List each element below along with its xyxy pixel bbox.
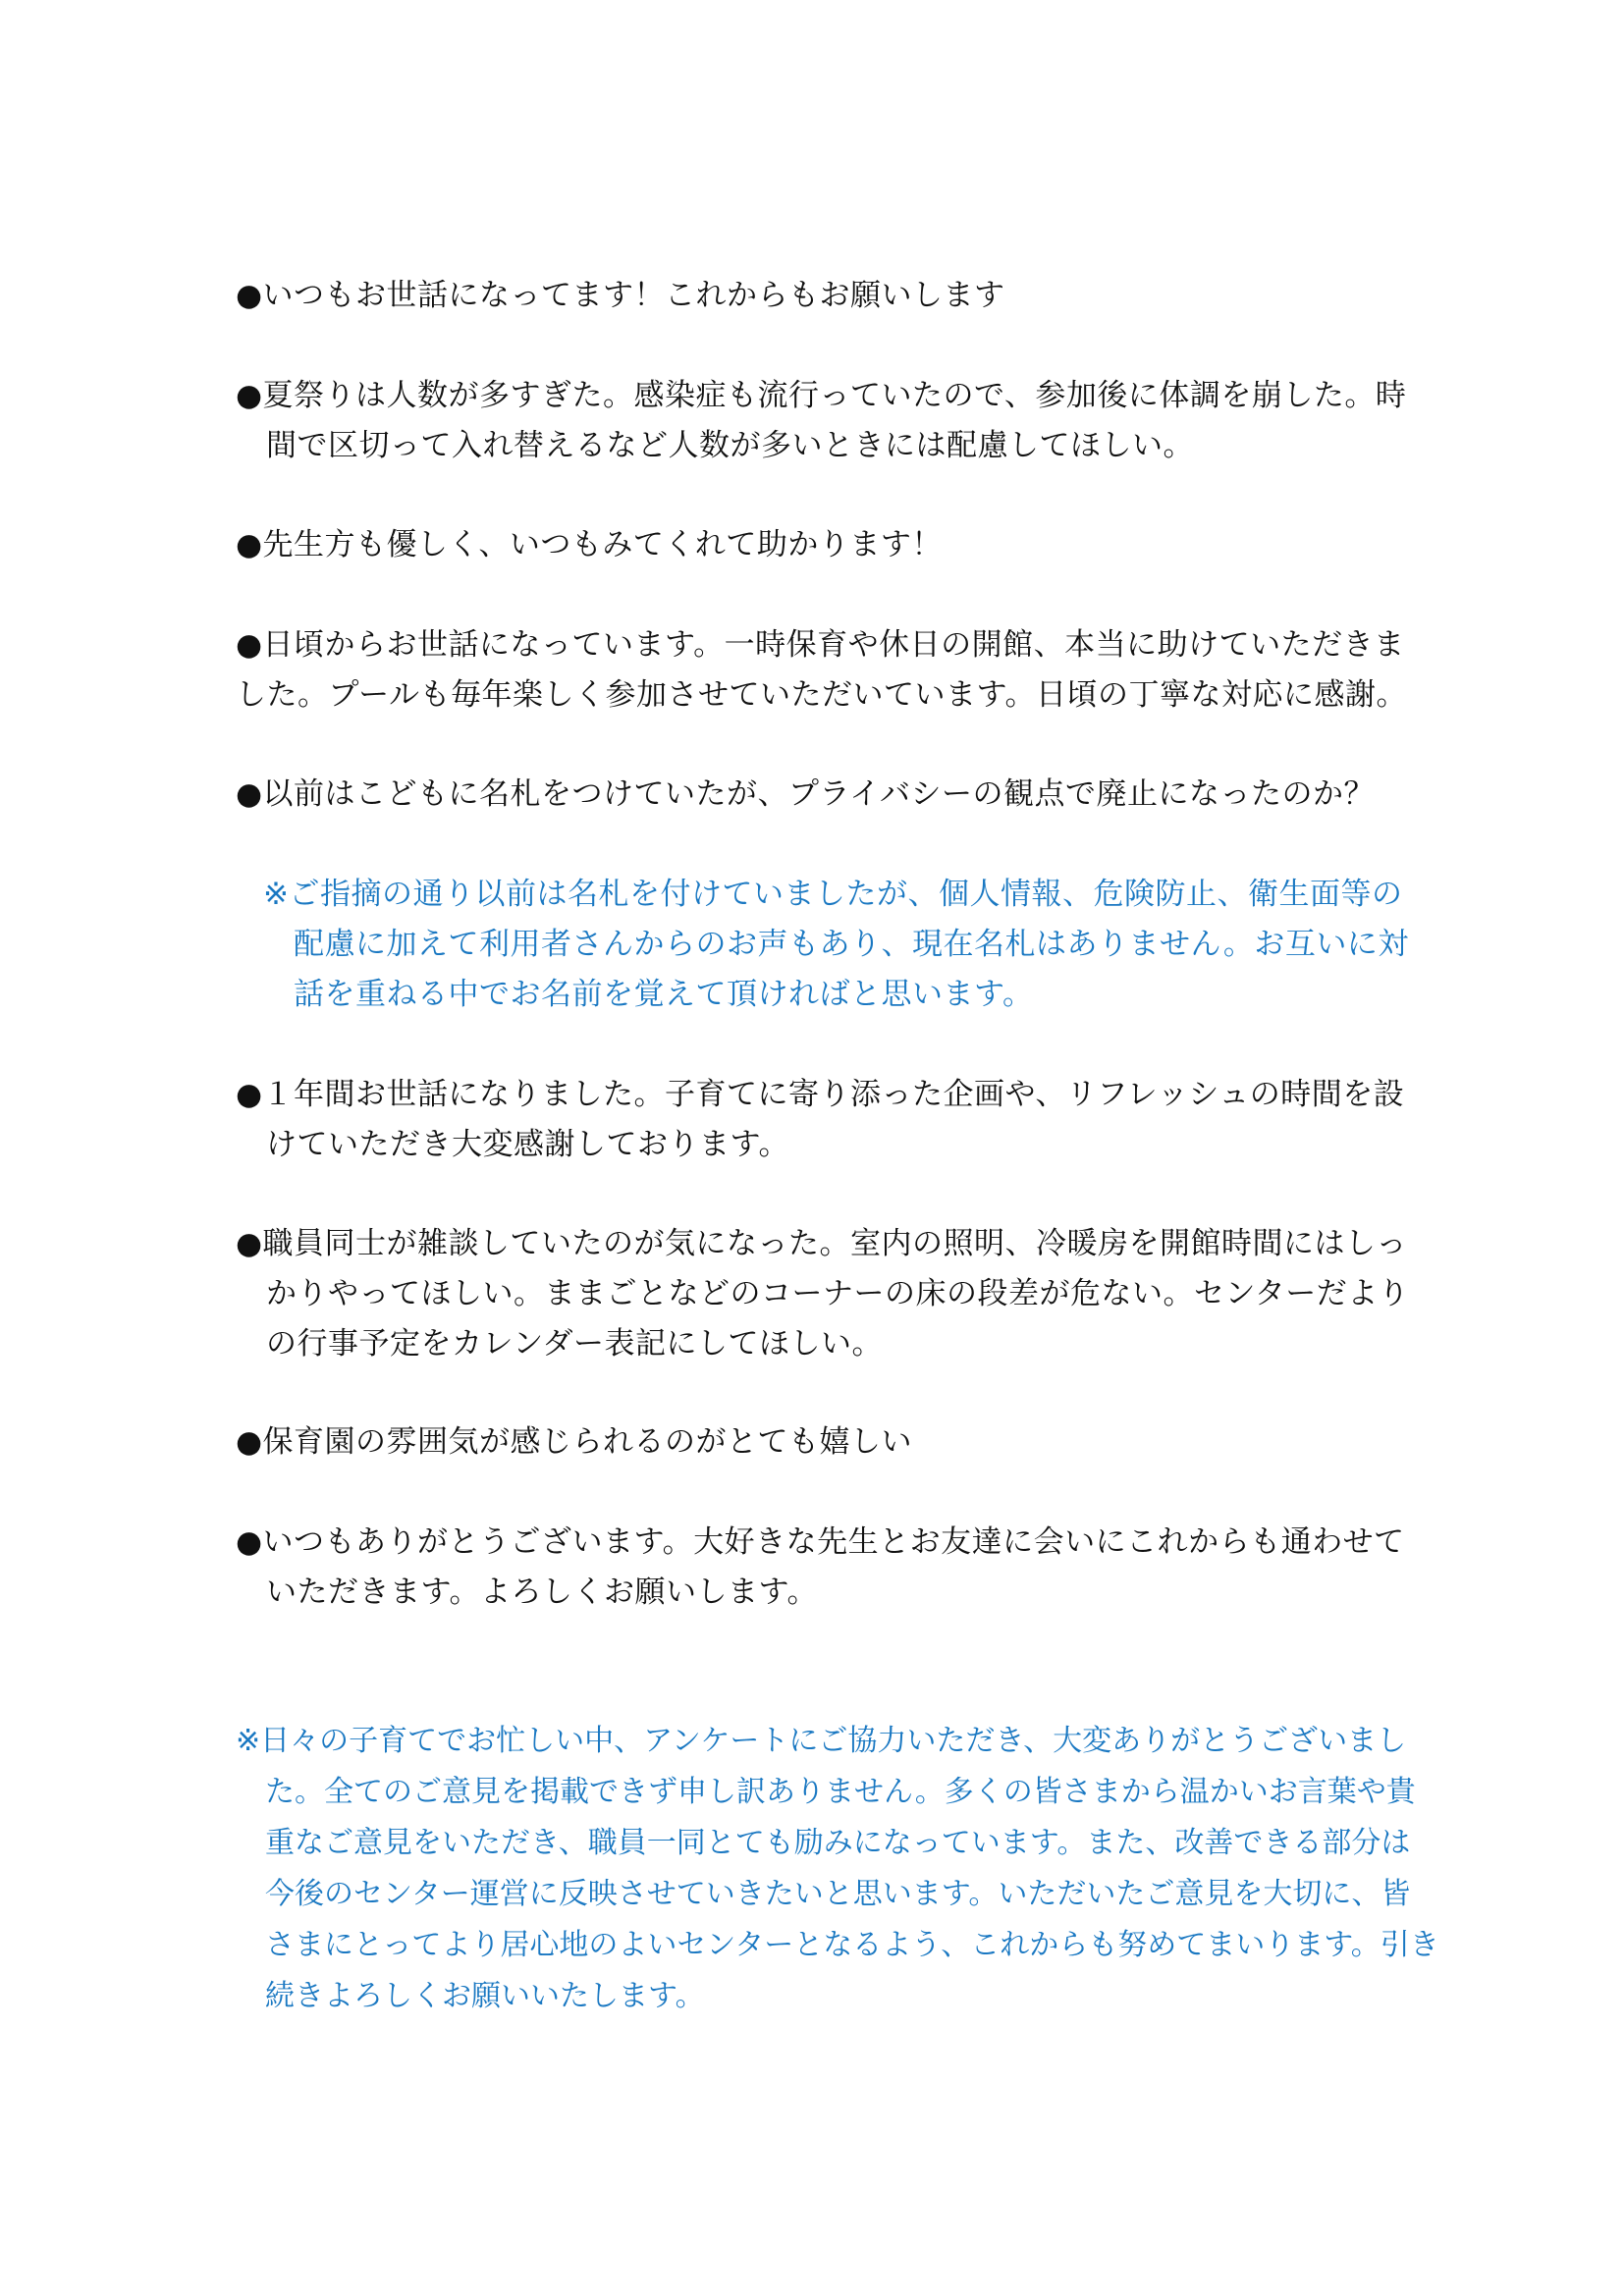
comment-7 xyxy=(236,1219,1410,1369)
comment-9 xyxy=(236,1518,1405,1618)
comment-3-line-1: ●先生方も優しく、いつもみてくれて助かります！ xyxy=(236,527,943,562)
comment-2 xyxy=(236,371,1407,471)
closing-note-line-2: た。全てのご意見を掲載できず申し訳ありません。多くの皆さまから温かいお言葉や貴 xyxy=(265,1775,1416,1809)
comment-4 xyxy=(236,620,1407,721)
comment-1-line-1: ●いつもお世話になってます！これからもお願いします xyxy=(236,278,1005,313)
comment-8-line-1: ●保育園の雰囲気が感じられるのがとても嬉しい xyxy=(236,1424,913,1460)
closing-note xyxy=(236,1716,1439,2022)
comment-6-line-1: ●１年間お世話になりました。子育てに寄り添った企画や、リフレッシュの時間を設 xyxy=(236,1077,1405,1112)
closing-note-line-6: 続きよろしくお願いいたします。 xyxy=(265,1979,705,2013)
comment-2-line-1: ●夏祭りは人数が多すぎた。感染症も流行っていたので、参加後に体調を崩した。時 xyxy=(236,378,1407,413)
comment-8 xyxy=(236,1417,1394,1468)
comment-9-line-2: いただきます。よろしくお願いします。 xyxy=(266,1575,819,1610)
comment-7-line-1: ●職員同士が雑談していたのが気になった。室内の照明、冷暖房を開館時間にはしっ xyxy=(236,1226,1408,1261)
closing-note-line-3: 重なご意見をいただき、職員一同とても励みになっています。また、改善できる部分は xyxy=(265,1826,1411,1860)
comment-7-line-3: の行事予定をカレンダー表記にしてほしい。 xyxy=(266,1326,883,1362)
staff-reply xyxy=(263,870,1409,1020)
comment-5 xyxy=(236,770,1394,820)
comment-9-line-1: ●いつもありがとうございます。大好きな先生とお友達に会いにこれからも通わせて xyxy=(236,1524,1405,1560)
comment-7-line-2: かりやってほしい。ままごとなどのコーナーの床の段差が危ない。センターだより xyxy=(266,1276,1410,1311)
comment-6-line-2: けていただき大変感謝しております。 xyxy=(266,1127,790,1162)
comment-4-line-1: ●日頃からお世話になっています。一時保育や休日の開館、本当に助けていただきま xyxy=(236,627,1405,663)
comment-1 xyxy=(236,271,1394,321)
staff-reply-line-2: 配慮に加えて利用者さんからのお声もあり、現在名札はありません。お互いに対 xyxy=(294,927,1409,962)
closing-note-line-4: 今後のセンター運営に反映させていきたいと思います。いただいたご意見を大切に、皆 xyxy=(265,1877,1411,1911)
comment-4-line-2: した。プールも毎年楽しく参加させていただいています。日頃の丁寧な対応に感謝。 xyxy=(236,677,1407,713)
closing-note-line-5: さまにとってより居心地のよいセンターとなるよう、これからも努めてまいります。引き xyxy=(265,1928,1439,1962)
comment-5-line-1: ●以前はこどもに名札をつけていたが、プライバシーの観点で廃止になったのか？ xyxy=(236,776,1375,812)
closing-note-line-1: ※日々の子育てでお忙しい中、アンケートにご協力いただき、大変ありがとうございまし xyxy=(236,1724,1407,1758)
comment-3 xyxy=(236,520,1394,570)
staff-reply-line-1: ※ご指摘の通り以前は名札を付けていましたが、個人情報、危険防止、衛生面等の xyxy=(263,877,1403,912)
comment-2-line-2: 間で区切って入れ替えるなど人数が多いときには配慮してほしい。 xyxy=(266,428,1194,463)
staff-reply-line-3: 話を重ねる中でお名前を覚えて頂ければと思います。 xyxy=(294,977,1034,1012)
comment-6 xyxy=(236,1070,1405,1170)
